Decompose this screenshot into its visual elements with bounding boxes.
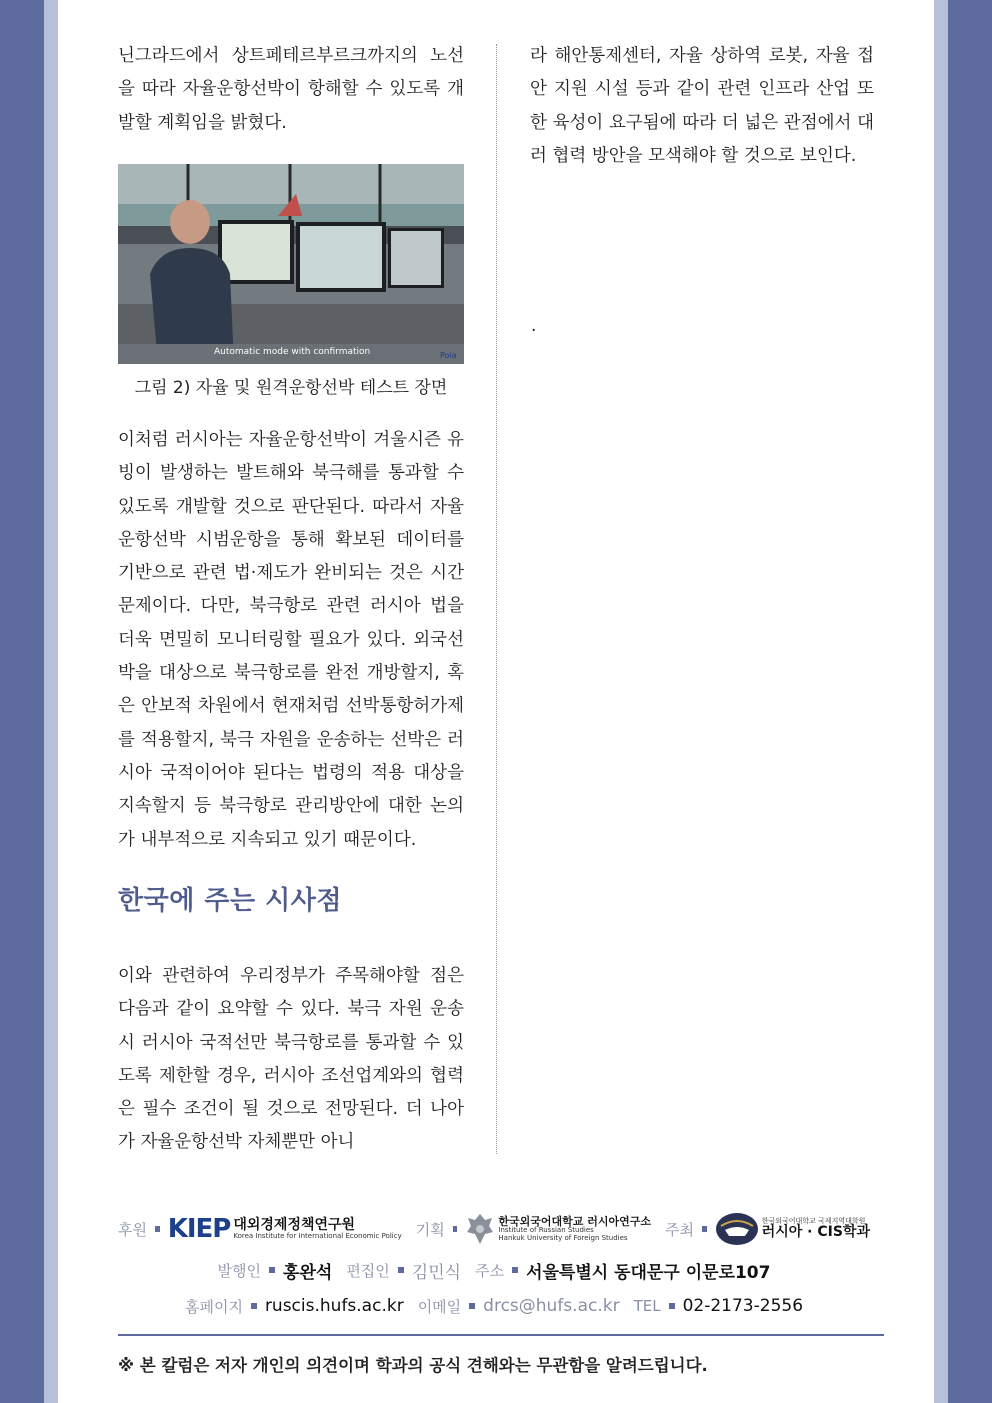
address-value: 서울특별시 동대문구 이문로107 [526, 1262, 771, 1283]
footer-sponsors [118, 1204, 884, 1254]
email-label: 이메일 [417, 1297, 462, 1316]
left-paragraph-2-block [118, 424, 464, 857]
left-border-light [44, 0, 58, 1403]
footer-publisher [118, 1256, 884, 1284]
host-label: 주최 [665, 1220, 694, 1239]
bullet-icon [469, 1303, 475, 1309]
department-name: 러시아 · CIS학과 [761, 1224, 870, 1241]
left-paragraph-3-block [118, 960, 464, 1160]
test-scene-photo [118, 164, 464, 364]
bullet-icon [269, 1267, 275, 1273]
bullet-icon [702, 1226, 707, 1232]
publisher-label: 발행인 [217, 1261, 262, 1280]
institute-logo [465, 1212, 651, 1246]
right-paragraph-1: 라 해안통제센터, 자율 상하역 로봇, 자율 접안 지원 시설 등과 같이 관련 인프라 산업 또한 육성이 요구됨에 따라 더 넓은 관점에서 대러 협력 방안을 모색해야 할 것으로 보인다. [530, 46, 874, 166]
bullet-icon [155, 1226, 160, 1232]
department-emblem-icon [715, 1212, 759, 1246]
publisher-name: 홍완석 [283, 1262, 333, 1283]
left-column-top [118, 40, 464, 140]
stray-dot: . [531, 316, 537, 336]
footer-divider [118, 1334, 884, 1336]
left-paragraph-3: 이와 관련하여 우리정부가 주목해야할 점은 다음과 같이 요약할 수 있다. 북극 자원 운송 시 러시아 국적선만 북극항로를 통과할 수 있도록 제한할 경우, 러시아 조선업계와의 협력은 필수 조건이 될 것으로 전망된다. 더 나아가 자율운항선박 자체뿐만 아니 [118, 966, 464, 1153]
left-paragraph-1: 닌그라드에서 상트페테르부르크까지의 노선을 따라 자율운항선박이 항해할 수 있도록 개발할 계획임을 밝혔다. [118, 46, 464, 133]
section-heading: 한국에 주는 시사점 [118, 886, 343, 916]
footer-contact [118, 1292, 884, 1320]
bullet-icon [398, 1267, 404, 1273]
photo-overlay-text: Automatic mode with confirmation [214, 347, 371, 357]
figure-caption: 그림 2) 자율 및 원격운항선박 테스트 장면 [134, 378, 448, 398]
homepage-label: 홈페이지 [184, 1297, 243, 1316]
bullet-icon [453, 1226, 458, 1232]
bullet-icon [669, 1303, 675, 1309]
right-column [530, 40, 874, 173]
editor-label: 편집인 [346, 1261, 390, 1280]
kiep-logo [168, 1214, 402, 1244]
eagle-emblem-icon [465, 1212, 495, 1246]
left-border-dark [0, 0, 44, 1403]
tel-label: TEL [633, 1297, 661, 1315]
right-border-light [934, 0, 948, 1403]
department-logo [715, 1212, 870, 1246]
bullet-icon [251, 1303, 257, 1309]
kiep-name: 대외경제정책연구원 [233, 1216, 356, 1233]
sponsor-label: 후원 [118, 1220, 147, 1239]
photo-logo-text: Pola [440, 351, 457, 360]
right-border-dark [948, 0, 992, 1403]
bullet-icon [512, 1267, 518, 1273]
disclaimer-notice: ※ 본 칼럼은 저자 개인의 의견이며 학과의 공식 견해와는 무관함을 알려드립니다. [118, 1356, 708, 1375]
institute-english-1: Institute of Russian Studies [498, 1226, 594, 1235]
email-link[interactable]: drcs@hufs.ac.kr [483, 1296, 620, 1316]
plan-label: 기획 [415, 1220, 445, 1239]
kiep-mark: KIEP [167, 1214, 231, 1244]
left-paragraph-2: 이처럼 러시아는 자율운항선박이 겨울시즌 유빙이 발생하는 발트해와 북극해를 통과할 수 있도록 개발할 것으로 판단된다. 따라서 자율운항선박 시범운항을 통해 확보된 데이터를 기반으로 관련 법·제도가 완비되는 것은 시간문제이다. 다만, 북극항로 관련 러시아 법을 더욱 면밀히 모니터링할 필요가 있다. 외국선박을 대상으로 북극항로를 완전 개방할지, 혹은 안보적 차원에서 현재처럼 선박통항허가제를 적용할지, 북극 자원을 운송하는 선박은 러시아 국적이어야 된다는 법령의 적용 대상을 지속할지 등 북극항로 관리방안에 대한 논의가 내부적으로 지속되고 있기 때문이다. [118, 430, 464, 850]
editor-name: 김민식 [411, 1262, 462, 1283]
column-divider [496, 44, 497, 1154]
institute-english-2: Hankuk University of Foreign Studies [498, 1233, 628, 1242]
department-parent: 한국외국어대학교 국제지역대학원 [761, 1216, 866, 1225]
tel-value: 02-2173-2556 [682, 1296, 804, 1316]
kiep-english-name: Korea Institute for International Economic Policy [233, 1231, 402, 1240]
homepage-link[interactable]: ruscis.hufs.ac.kr [264, 1296, 404, 1316]
institute-name: 한국외국어대학교 러시아연구소 [498, 1214, 652, 1228]
address-label: 주소 [475, 1261, 505, 1280]
